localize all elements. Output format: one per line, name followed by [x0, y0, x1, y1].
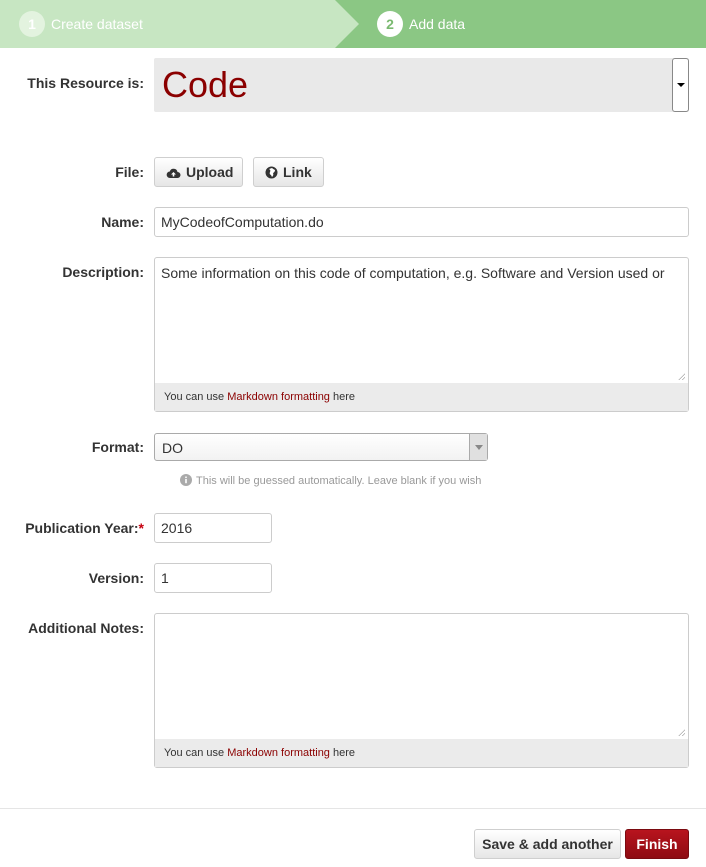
globe-icon	[265, 166, 278, 179]
version-input[interactable]: 1	[154, 563, 272, 593]
name-input[interactable]: MyCodeofComputation.do	[154, 207, 689, 237]
additional-notes-textarea[interactable]	[154, 613, 689, 768]
additional-notes-text	[155, 614, 688, 626]
resource-type-label: This Resource is:	[27, 75, 144, 91]
form-actions-divider	[0, 808, 706, 809]
stage-1-number: 1	[19, 11, 45, 37]
format-dropdown-button[interactable]	[469, 434, 487, 460]
description-markdown-hint	[155, 383, 688, 411]
info-icon	[180, 474, 192, 486]
format-value: DO	[162, 440, 183, 456]
stages-progress	[0, 0, 706, 48]
markdown-hint-prefix: You can use	[164, 391, 225, 403]
link-button[interactable]	[253, 157, 324, 187]
resource-type-value: Code	[162, 64, 249, 105]
format-hint-text: This will be guessed automatically. Leave blank if you wish	[196, 475, 482, 487]
description-label: Description:	[62, 264, 144, 280]
upload-button[interactable]	[154, 157, 243, 187]
markdown-hint-prefix: You can use	[164, 747, 225, 759]
upload-button-label: Upload	[186, 164, 234, 180]
caret-down-icon	[677, 83, 685, 87]
file-label: File:	[115, 164, 144, 180]
stage-create-dataset[interactable]	[0, 0, 335, 48]
name-label: Name:	[101, 214, 144, 230]
save-add-another-button[interactable]: Save & add another	[474, 829, 621, 859]
resize-grip-icon[interactable]	[678, 373, 685, 380]
resource-type-dropdown-button[interactable]	[672, 58, 689, 112]
additional-notes-markdown-hint	[155, 739, 688, 767]
format-hint	[180, 474, 481, 487]
publication-year-label-text: Publication Year:	[25, 520, 139, 536]
markdown-hint-suffix: here	[333, 391, 356, 403]
markdown-hint-suffix: here	[333, 747, 356, 759]
additional-notes-label: Additional Notes:	[28, 620, 144, 636]
stage-1-label: Create dataset	[51, 16, 143, 32]
stage-arrow	[335, 0, 359, 48]
version-label: Version:	[88, 570, 144, 586]
required-mark: *	[138, 520, 144, 536]
cloud-upload-icon	[166, 167, 181, 179]
markdown-formatting-link[interactable]: Markdown formatting	[227, 747, 330, 759]
chevron-down-icon	[475, 445, 483, 450]
stage-2-number: 2	[377, 11, 403, 37]
format-select[interactable]	[154, 433, 488, 461]
link-button-label: Link	[283, 164, 312, 180]
description-text: Some information on this code of computation, e.g. Software and Version used or	[161, 265, 665, 281]
publication-year-input[interactable]: 2016	[154, 513, 272, 543]
markdown-formatting-link[interactable]: Markdown formatting	[227, 391, 330, 403]
resource-type-select[interactable]	[154, 58, 689, 112]
stage-2-label: Add data	[409, 16, 466, 32]
publication-year-label	[25, 520, 144, 536]
finish-button[interactable]: Finish	[625, 829, 689, 859]
description-textarea[interactable]	[154, 257, 689, 412]
format-label: Format:	[91, 439, 144, 455]
resize-grip-icon[interactable]	[678, 729, 685, 736]
